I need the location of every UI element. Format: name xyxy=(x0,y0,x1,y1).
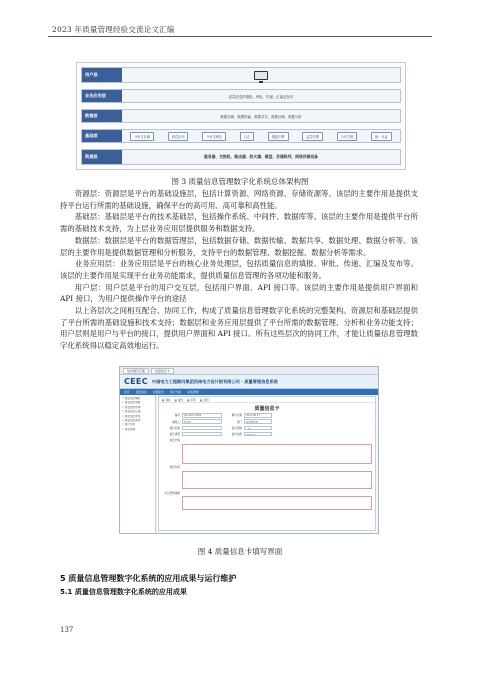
business-layer-label: 业务应用层 xyxy=(82,90,122,102)
resource-layer-content: 服务器、交换机、路由器、防火墙、硬盘、存储阵列、网络存储设备 xyxy=(204,154,318,159)
field-label: 信息等级 xyxy=(231,426,242,430)
basic-chip: 分布式锁 xyxy=(337,132,358,141)
dept-field[interactable]: 质量管理部 xyxy=(244,419,272,423)
business-layer xyxy=(81,89,401,103)
basic-chip: 消息队列 xyxy=(168,132,189,141)
sidebar-tree xyxy=(120,395,156,533)
date-field[interactable]: 2023-06-27 xyxy=(244,413,272,417)
source-field[interactable]: 现场检查 xyxy=(244,432,272,436)
data-layer xyxy=(81,109,401,123)
paragraph-data-layer: 数据层：数据层是平台的数据管理层，包括数据存储、数据传输、数据共享、数据处理、数据分析等。该层的主要作用是提供数据管理和分析服务，支持平台的数据管理、数据挖掘、数据分析等需求。 xyxy=(60,235,418,257)
user-layer xyxy=(81,67,401,83)
sidebar-item[interactable]: ▫ 质量信息汇编 xyxy=(122,410,153,414)
content-textarea[interactable] xyxy=(182,444,372,464)
paragraph-user-layer: 用户层：用户层是平台的用户交互层，包括用户界面、API 接口等。该层的主要作用是提供用户界面和 API 接口，为用户提供操作平台的途径 xyxy=(60,282,418,304)
basic-chip: 搜索引擎 xyxy=(268,132,289,141)
form-row xyxy=(159,413,375,419)
measure-textarea[interactable] xyxy=(182,496,372,510)
page-number: 137 xyxy=(60,626,74,634)
level-field[interactable]: 一般 xyxy=(244,426,272,430)
running-header: 2023 年质量管理经验交流论文汇编 xyxy=(52,25,175,34)
form-row xyxy=(159,419,375,425)
field-label: 填写日期 xyxy=(231,414,242,418)
ceec-logo: CEEC xyxy=(124,377,148,386)
browser-tab[interactable]: 质量信息卡 xyxy=(151,368,174,374)
top-nav xyxy=(120,389,378,395)
figure3-caption: 图 3 质量信息管理数字化系统总体架构图 xyxy=(171,177,309,186)
basic-chip: 日志 xyxy=(240,132,254,141)
section-heading-5: 5 质量信息管理数字化系统的应用成果与运行维护 xyxy=(60,574,237,583)
reporter-field[interactable]: 质量员 xyxy=(182,419,222,423)
system-banner xyxy=(120,375,378,389)
sidebar-item[interactable]: ▫ 系统管理 xyxy=(122,428,153,432)
sidebar-item[interactable]: ▫ 质量信息查询 xyxy=(122,419,153,423)
data-layer-label: 数据层 xyxy=(82,110,122,122)
print-button[interactable]: ■ 打印 xyxy=(187,398,196,402)
field-label: 填报人 xyxy=(172,420,180,424)
form-toolbar xyxy=(159,397,375,403)
nav-item[interactable]: 质量报告 xyxy=(152,390,165,394)
resource-layer xyxy=(81,149,401,165)
sidebar-item[interactable]: ▫ 质量信息填报 xyxy=(122,397,153,401)
user-layer-content xyxy=(128,68,394,82)
basic-chip: 分布式缓存 xyxy=(202,132,226,141)
nav-item[interactable]: 首页 xyxy=(124,390,130,394)
form-row xyxy=(159,431,375,437)
data-layer-content: 数据存储、数据传输、数据共享、数据处理、数据分析 xyxy=(220,114,302,119)
field-label: 信息类型 xyxy=(169,432,180,436)
basic-chip: 监控告警 xyxy=(302,132,323,141)
form-row xyxy=(159,425,375,431)
user-layer-label: 用户层 xyxy=(82,68,122,82)
id-field[interactable]: QX-2023-0001 xyxy=(182,413,222,417)
form-row xyxy=(159,490,375,496)
nav-item[interactable]: 统计分析 xyxy=(170,390,182,394)
field-label: 原因分析 xyxy=(169,466,180,470)
field-label: 编号 xyxy=(174,414,180,418)
field-label: 信息来源 xyxy=(231,432,242,436)
resource-layer-label: 资源层 xyxy=(82,150,122,164)
header-rule xyxy=(48,36,432,37)
cause-textarea[interactable] xyxy=(182,471,372,489)
paragraph-business-layer: 业务应用层：业务应用层是平台的核心业务处理层，包括质量信息的填报、审批、传递、汇编及发布等。该层的主要作用是实现平台业务功能需求，提供质量信息管理的各项功能和服务。 xyxy=(60,259,418,280)
basic-layer-label: 基础层 xyxy=(82,130,122,142)
field-label: 信息内容 xyxy=(169,439,180,443)
nav-item[interactable]: 系统管理 xyxy=(187,390,199,394)
save-button[interactable]: ■ 保存 xyxy=(162,398,171,402)
paragraph-resource-layer: 资源层：资源层是平台的基础设施层，包括计算资源、网络资源、存储资源等。该层的主要作用是提供支持平台运行所需的基础设施，确保平台的高可用、高可靠和高性能。 xyxy=(60,189,418,210)
company-name: 中国电力工程顾问集团西南电力设计院有限公司 · 质量管理信息系统 xyxy=(151,378,278,384)
paragraph-summary: 以上各层次之间相互配合、协同工作，构成了质量信息管理数字化系统的完整架构。资源层和基础层提供了平台所需的基础设施和技术支持；数据层和业务应用层提供了平台所需的数据管理、分析和业务功能支持；用户层则是用户与平台的接口，提供用户界面和 API 接口。所有这些层次的协同工作，才能让质量信息管理数字化系统得以稳定高效地运行。 xyxy=(60,306,418,351)
figure4-caption: 图 4 质量信息卡填写界面 xyxy=(197,547,283,556)
paragraph-basic-layer: 基础层：基础层是平台的技术基础层，包括操作系统、中间件、数据库等。该层的主要作用是提供平台所需的基础技术支持，为上层业务应用层提供服务和数据支持。 xyxy=(60,212,418,234)
form-row xyxy=(159,465,375,471)
card-title: 质量信息卡 xyxy=(254,406,280,412)
sidebar-item[interactable]: ▫ 统计分析 xyxy=(122,423,153,427)
section-heading-5-1: 5.1 质量信息管理数字化系统的应用成果 xyxy=(60,588,187,596)
field-label: 纠正预防措施 xyxy=(164,491,180,495)
business-layer-content: 质量信息的填报、审批、传递、汇编及发布 xyxy=(228,94,294,99)
submit-button[interactable]: ■ 提交 xyxy=(175,398,184,402)
sidebar-item[interactable]: ▫ 质量信息发布 xyxy=(122,415,153,419)
body-text-block xyxy=(60,188,418,352)
basic-chip: 统一认证 xyxy=(371,132,392,141)
basic-chip: 分布式存储 xyxy=(130,132,154,141)
card-form-panel xyxy=(158,396,376,531)
back-button[interactable]: ■ 返回 xyxy=(200,398,209,402)
architecture-diagram xyxy=(76,62,406,170)
sidebar-item[interactable]: ▫ 质量信息审批 xyxy=(122,401,153,405)
field-label: 项目名称 xyxy=(169,426,180,430)
basic-layer-chips xyxy=(128,130,394,142)
sidebar-item[interactable]: ▫ 质量信息传递 xyxy=(122,406,153,410)
form-row xyxy=(159,437,375,443)
computer-monitor-icon xyxy=(254,71,268,80)
field-label: 部门 xyxy=(236,420,242,424)
project-field[interactable] xyxy=(182,426,222,430)
quality-info-card-screenshot xyxy=(119,366,379,534)
browser-tabs xyxy=(120,367,378,375)
browser-tab[interactable]: 信息填写页面 xyxy=(123,368,149,374)
type-field[interactable] xyxy=(182,432,222,436)
basic-layer xyxy=(81,129,401,143)
nav-item[interactable]: 质量信息 xyxy=(135,390,147,394)
